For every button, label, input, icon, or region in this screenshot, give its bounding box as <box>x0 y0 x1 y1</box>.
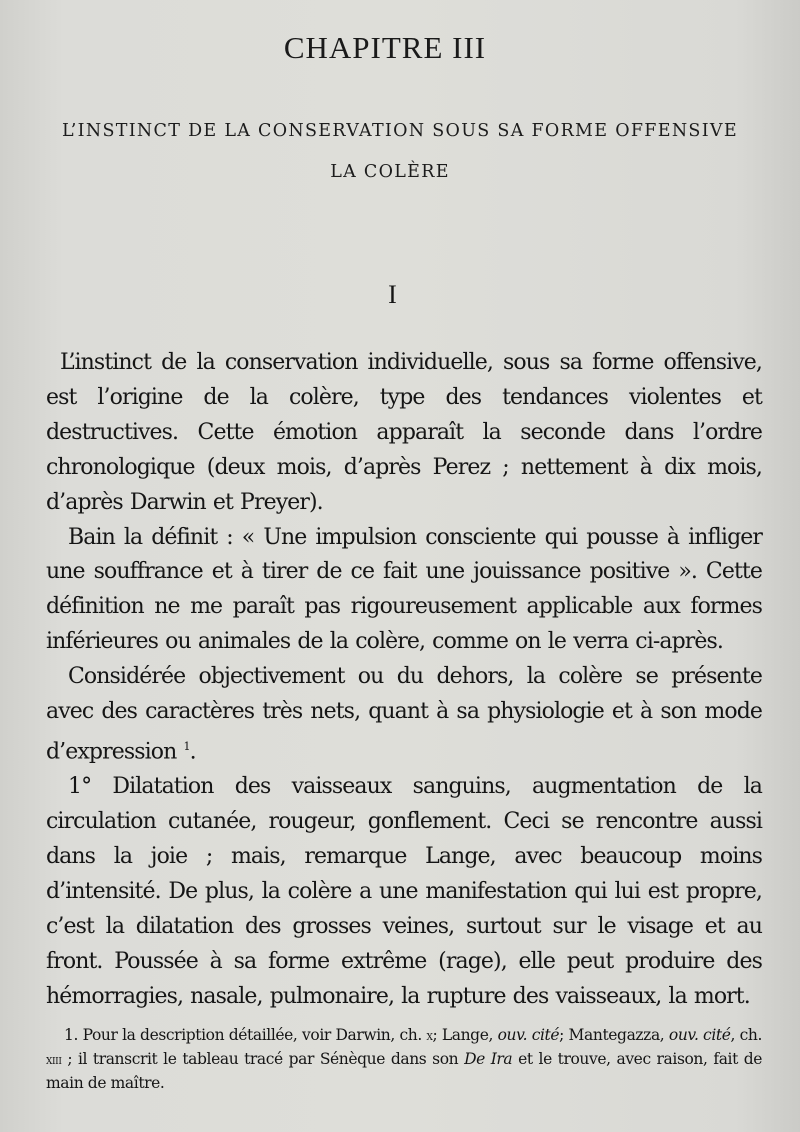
chapter-subtitle-line1: L’INSTINCT DE LA CONSERVATION SOUS SA FORME OFFENSIVE <box>62 121 738 141</box>
chapter-subtitle-line2: LA COLÈRE <box>330 162 450 182</box>
footnote-reference: 1 <box>183 739 190 753</box>
footnote-part: , ch. <box>730 1026 762 1044</box>
footnote-part: ; Mantegazza, <box>559 1026 665 1044</box>
paragraph: L’instinct de la conservation individuelle, sous sa forme offensive, est l’origine de la colère, type des tendances violentes et destructives. Cette émotion apparaît la seconde dans l’ordre chronologique (deux mois, d’après Perez ; nettement à dix mois, d’après Darwin et Preyer). <box>46 350 762 515</box>
paragraph: Considérée objectivement ou du dehors, la colère se présente avec des caractères très nets, quant à sa physiologie et à son mode d’expression $^1$. <box>46 664 762 765</box>
body-text <box>46 346 762 1015</box>
footnote-ouv-cite: ouv. cité <box>497 1026 560 1044</box>
paragraph: 1° Dilatation des vaisseaux sanguins, augmentation de la circulation cutanée, rougeur, gonflement. Ceci se rencontre aussi dans la joie ; mais, remarque Lange, avec beaucoup moins d’intensité. De plus, la colère a une manifestation qui lui est propre, c’est la dilatation des grosses veines, surtout sur le visage et au front. Poussée à sa forme extrême (rage), elle peut produire des hémorragies, nasale, pulmonaire, la rupture des vaisseaux, la mort. <box>46 774 762 1009</box>
footnote-ouv-cite: ouv. cité <box>668 1026 731 1044</box>
paragraph: Bain la définit : « Une impulsion consciente qui pousse à infliger une souffrance et à tirer de ce fait une jouissance positive ». Cette définition ne me paraît pas rigoureusement applicable aux formes inférieures ou animales de la colère, comme on le verra ci-après. <box>46 524 762 655</box>
footnote-part: ; il transcrit le tableau tracé par Sénèque dans son <box>67 1050 459 1068</box>
footnote-part: ; Lange, <box>432 1026 493 1044</box>
footnote <box>46 1024 762 1095</box>
paragraph-text: Considérée objectivement ou du dehors, la colère se présente avec des caractères très nets, quant à sa physiologie et à son mode d’expression <box>46 664 762 765</box>
footnote-title: De Ira <box>464 1050 513 1068</box>
footnote-number: 1. <box>64 1026 78 1044</box>
footnote-chapter: xiii <box>46 1053 62 1068</box>
footnote-chapter: x <box>426 1029 433 1044</box>
section-number: I <box>388 280 397 309</box>
chapter-title: CHAPITRE III <box>283 30 487 65</box>
footnote-part: et le trouve, avec raison, fait de main de maître. <box>46 1050 763 1092</box>
footnote-part: Pour la description détaillée, voir Darwin, ch. <box>82 1026 422 1044</box>
footnote-text <box>46 1024 762 1095</box>
